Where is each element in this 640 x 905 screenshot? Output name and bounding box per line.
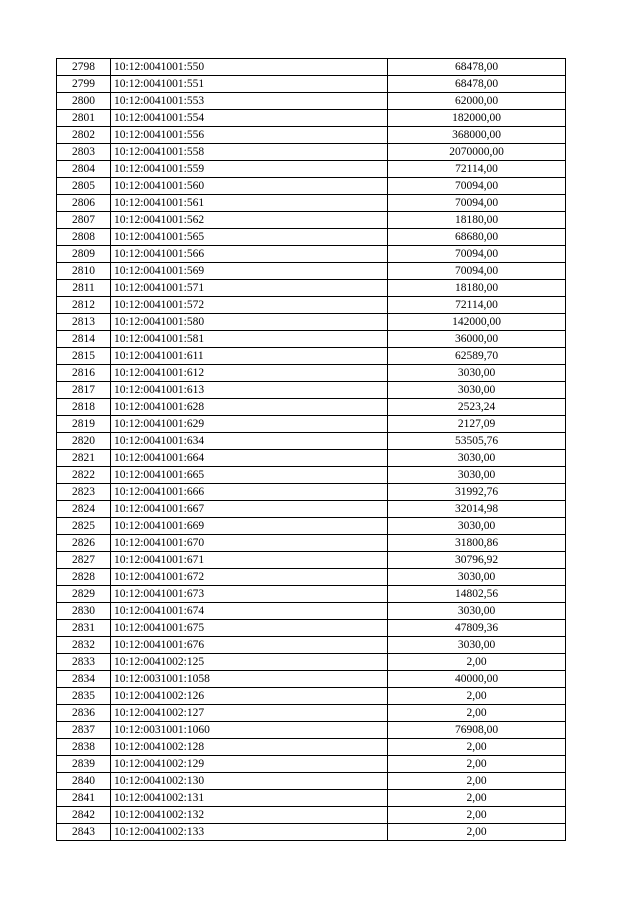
value-cell: 18180,00 [388,212,566,229]
cadastral-number-cell: 10:12:0041001:554 [111,110,388,127]
cadastral-number-cell: 10:12:0041001:672 [111,569,388,586]
cadastral-number-cell: 10:12:0041002:128 [111,739,388,756]
row-number-cell: 2836 [57,705,111,722]
table-row [57,331,566,348]
table-body [57,59,566,841]
row-number-cell: 2807 [57,212,111,229]
table-row [57,688,566,705]
table-row [57,144,566,161]
cadastral-number-cell: 10:12:0041001:550 [111,59,388,76]
value-cell: 3030,00 [388,365,566,382]
table-row [57,93,566,110]
row-number-cell: 2838 [57,739,111,756]
cadastral-number-cell: 10:12:0041001:670 [111,535,388,552]
row-number-cell: 2834 [57,671,111,688]
row-number-cell: 2802 [57,127,111,144]
table-row [57,824,566,841]
table-row [57,263,566,280]
value-cell: 14802,56 [388,586,566,603]
table-row [57,739,566,756]
cadastral-number-cell: 10:12:0041001:569 [111,263,388,280]
row-number-cell: 2799 [57,76,111,93]
value-cell: 53505,76 [388,433,566,450]
table-row [57,756,566,773]
table-row [57,76,566,93]
row-number-cell: 2831 [57,620,111,637]
cadastral-number-cell: 10:12:0041001:628 [111,399,388,416]
table-row [57,637,566,654]
table-row [57,382,566,399]
cadastral-number-cell: 10:12:0041001:551 [111,76,388,93]
row-number-cell: 2843 [57,824,111,841]
value-cell: 142000,00 [388,314,566,331]
value-cell: 2070000,00 [388,144,566,161]
value-cell: 182000,00 [388,110,566,127]
row-number-cell: 2816 [57,365,111,382]
cadastral-number-cell: 10:12:0041002:131 [111,790,388,807]
row-number-cell: 2826 [57,535,111,552]
row-number-cell: 2829 [57,586,111,603]
value-cell: 2,00 [388,773,566,790]
cadastral-number-cell: 10:12:0041001:553 [111,93,388,110]
table-row [57,399,566,416]
value-cell: 2,00 [388,654,566,671]
table-row [57,654,566,671]
cadastral-number-cell: 10:12:0041001:562 [111,212,388,229]
table-row [57,705,566,722]
value-cell: 2,00 [388,790,566,807]
value-cell: 368000,00 [388,127,566,144]
value-cell: 76908,00 [388,722,566,739]
table-row [57,773,566,790]
value-cell: 2,00 [388,756,566,773]
table-row [57,603,566,620]
table-row [57,348,566,365]
row-number-cell: 2798 [57,59,111,76]
table-row [57,790,566,807]
cadastral-number-cell: 10:12:0041001:667 [111,501,388,518]
cadastral-value-table [56,58,566,841]
table-row [57,59,566,76]
cadastral-number-cell: 10:12:0041001:634 [111,433,388,450]
table-row [57,535,566,552]
value-cell: 2523,24 [388,399,566,416]
cadastral-number-cell: 10:12:0041001:666 [111,484,388,501]
table-row [57,552,566,569]
cadastral-number-cell: 10:12:0041001:613 [111,382,388,399]
cadastral-number-cell: 10:12:0041001:571 [111,280,388,297]
value-cell: 2127,09 [388,416,566,433]
row-number-cell: 2801 [57,110,111,127]
value-cell: 2,00 [388,688,566,705]
value-cell: 70094,00 [388,178,566,195]
cadastral-number-cell: 10:12:0041001:674 [111,603,388,620]
cadastral-number-cell: 10:12:0031001:1060 [111,722,388,739]
table-row [57,501,566,518]
cadastral-number-cell: 10:12:0041001:561 [111,195,388,212]
value-cell: 3030,00 [388,467,566,484]
cadastral-number-cell: 10:12:0041002:127 [111,705,388,722]
cadastral-number-cell: 10:12:0041002:132 [111,807,388,824]
table-row [57,127,566,144]
row-number-cell: 2809 [57,246,111,263]
cadastral-number-cell: 10:12:0041001:665 [111,467,388,484]
row-number-cell: 2832 [57,637,111,654]
table-row [57,450,566,467]
table-row [57,586,566,603]
row-number-cell: 2808 [57,229,111,246]
value-cell: 30796,92 [388,552,566,569]
table-row [57,365,566,382]
value-cell: 3030,00 [388,518,566,535]
row-number-cell: 2839 [57,756,111,773]
row-number-cell: 2810 [57,263,111,280]
table-row [57,569,566,586]
value-cell: 3030,00 [388,569,566,586]
value-cell: 3030,00 [388,382,566,399]
cadastral-number-cell: 10:12:0041001:673 [111,586,388,603]
value-cell: 70094,00 [388,195,566,212]
cadastral-number-cell: 10:12:0041002:125 [111,654,388,671]
cadastral-number-cell: 10:12:0041002:133 [111,824,388,841]
table-row [57,297,566,314]
table-row [57,280,566,297]
row-number-cell: 2820 [57,433,111,450]
cadastral-number-cell: 10:12:0041001:611 [111,348,388,365]
row-number-cell: 2800 [57,93,111,110]
table-row [57,161,566,178]
row-number-cell: 2830 [57,603,111,620]
row-number-cell: 2811 [57,280,111,297]
value-cell: 2,00 [388,824,566,841]
table-row [57,195,566,212]
value-cell: 40000,00 [388,671,566,688]
value-cell: 3030,00 [388,603,566,620]
cadastral-number-cell: 10:12:0041002:129 [111,756,388,773]
value-cell: 32014,98 [388,501,566,518]
row-number-cell: 2813 [57,314,111,331]
cadastral-number-cell: 10:12:0041001:675 [111,620,388,637]
value-cell: 68478,00 [388,59,566,76]
cadastral-number-cell: 10:12:0041001:559 [111,161,388,178]
table-row [57,807,566,824]
row-number-cell: 2828 [57,569,111,586]
value-cell: 18180,00 [388,280,566,297]
row-number-cell: 2835 [57,688,111,705]
cadastral-number-cell: 10:12:0041001:566 [111,246,388,263]
table-row [57,467,566,484]
table-row [57,246,566,263]
cadastral-number-cell: 10:12:0041001:664 [111,450,388,467]
value-cell: 68680,00 [388,229,566,246]
table-row [57,671,566,688]
cadastral-number-cell: 10:12:0041001:565 [111,229,388,246]
row-number-cell: 2823 [57,484,111,501]
value-cell: 72114,00 [388,297,566,314]
table-row [57,433,566,450]
table-row [57,416,566,433]
table-row [57,178,566,195]
cadastral-number-cell: 10:12:0041001:581 [111,331,388,348]
row-number-cell: 2819 [57,416,111,433]
table-row [57,518,566,535]
value-cell: 31800,86 [388,535,566,552]
row-number-cell: 2837 [57,722,111,739]
cadastral-number-cell: 10:12:0041001:612 [111,365,388,382]
table-row [57,314,566,331]
row-number-cell: 2818 [57,399,111,416]
cadastral-number-cell: 10:12:0041002:126 [111,688,388,705]
table-row [57,229,566,246]
value-cell: 62000,00 [388,93,566,110]
value-cell: 3030,00 [388,637,566,654]
row-number-cell: 2825 [57,518,111,535]
cadastral-number-cell: 10:12:0031001:1058 [111,671,388,688]
row-number-cell: 2803 [57,144,111,161]
value-cell: 3030,00 [388,450,566,467]
row-number-cell: 2833 [57,654,111,671]
value-cell: 62589,70 [388,348,566,365]
table-row [57,484,566,501]
row-number-cell: 2817 [57,382,111,399]
row-number-cell: 2821 [57,450,111,467]
row-number-cell: 2806 [57,195,111,212]
cadastral-number-cell: 10:12:0041001:580 [111,314,388,331]
row-number-cell: 2815 [57,348,111,365]
value-cell: 2,00 [388,807,566,824]
cadastral-number-cell: 10:12:0041001:671 [111,552,388,569]
value-cell: 36000,00 [388,331,566,348]
table-row [57,722,566,739]
row-number-cell: 2841 [57,790,111,807]
cadastral-number-cell: 10:12:0041001:572 [111,297,388,314]
row-number-cell: 2822 [57,467,111,484]
row-number-cell: 2827 [57,552,111,569]
value-cell: 70094,00 [388,246,566,263]
row-number-cell: 2812 [57,297,111,314]
value-cell: 2,00 [388,705,566,722]
value-cell: 2,00 [388,739,566,756]
value-cell: 68478,00 [388,76,566,93]
value-cell: 47809,36 [388,620,566,637]
row-number-cell: 2842 [57,807,111,824]
row-number-cell: 2824 [57,501,111,518]
cadastral-number-cell: 10:12:0041001:556 [111,127,388,144]
value-cell: 70094,00 [388,263,566,280]
cadastral-number-cell: 10:12:0041001:558 [111,144,388,161]
table-row [57,620,566,637]
row-number-cell: 2840 [57,773,111,790]
cadastral-number-cell: 10:12:0041002:130 [111,773,388,790]
cadastral-number-cell: 10:12:0041001:669 [111,518,388,535]
table-row [57,212,566,229]
row-number-cell: 2804 [57,161,111,178]
row-number-cell: 2805 [57,178,111,195]
cadastral-number-cell: 10:12:0041001:629 [111,416,388,433]
table-row [57,110,566,127]
cadastral-number-cell: 10:12:0041001:560 [111,178,388,195]
row-number-cell: 2814 [57,331,111,348]
value-cell: 31992,76 [388,484,566,501]
cadastral-number-cell: 10:12:0041001:676 [111,637,388,654]
value-cell: 72114,00 [388,161,566,178]
